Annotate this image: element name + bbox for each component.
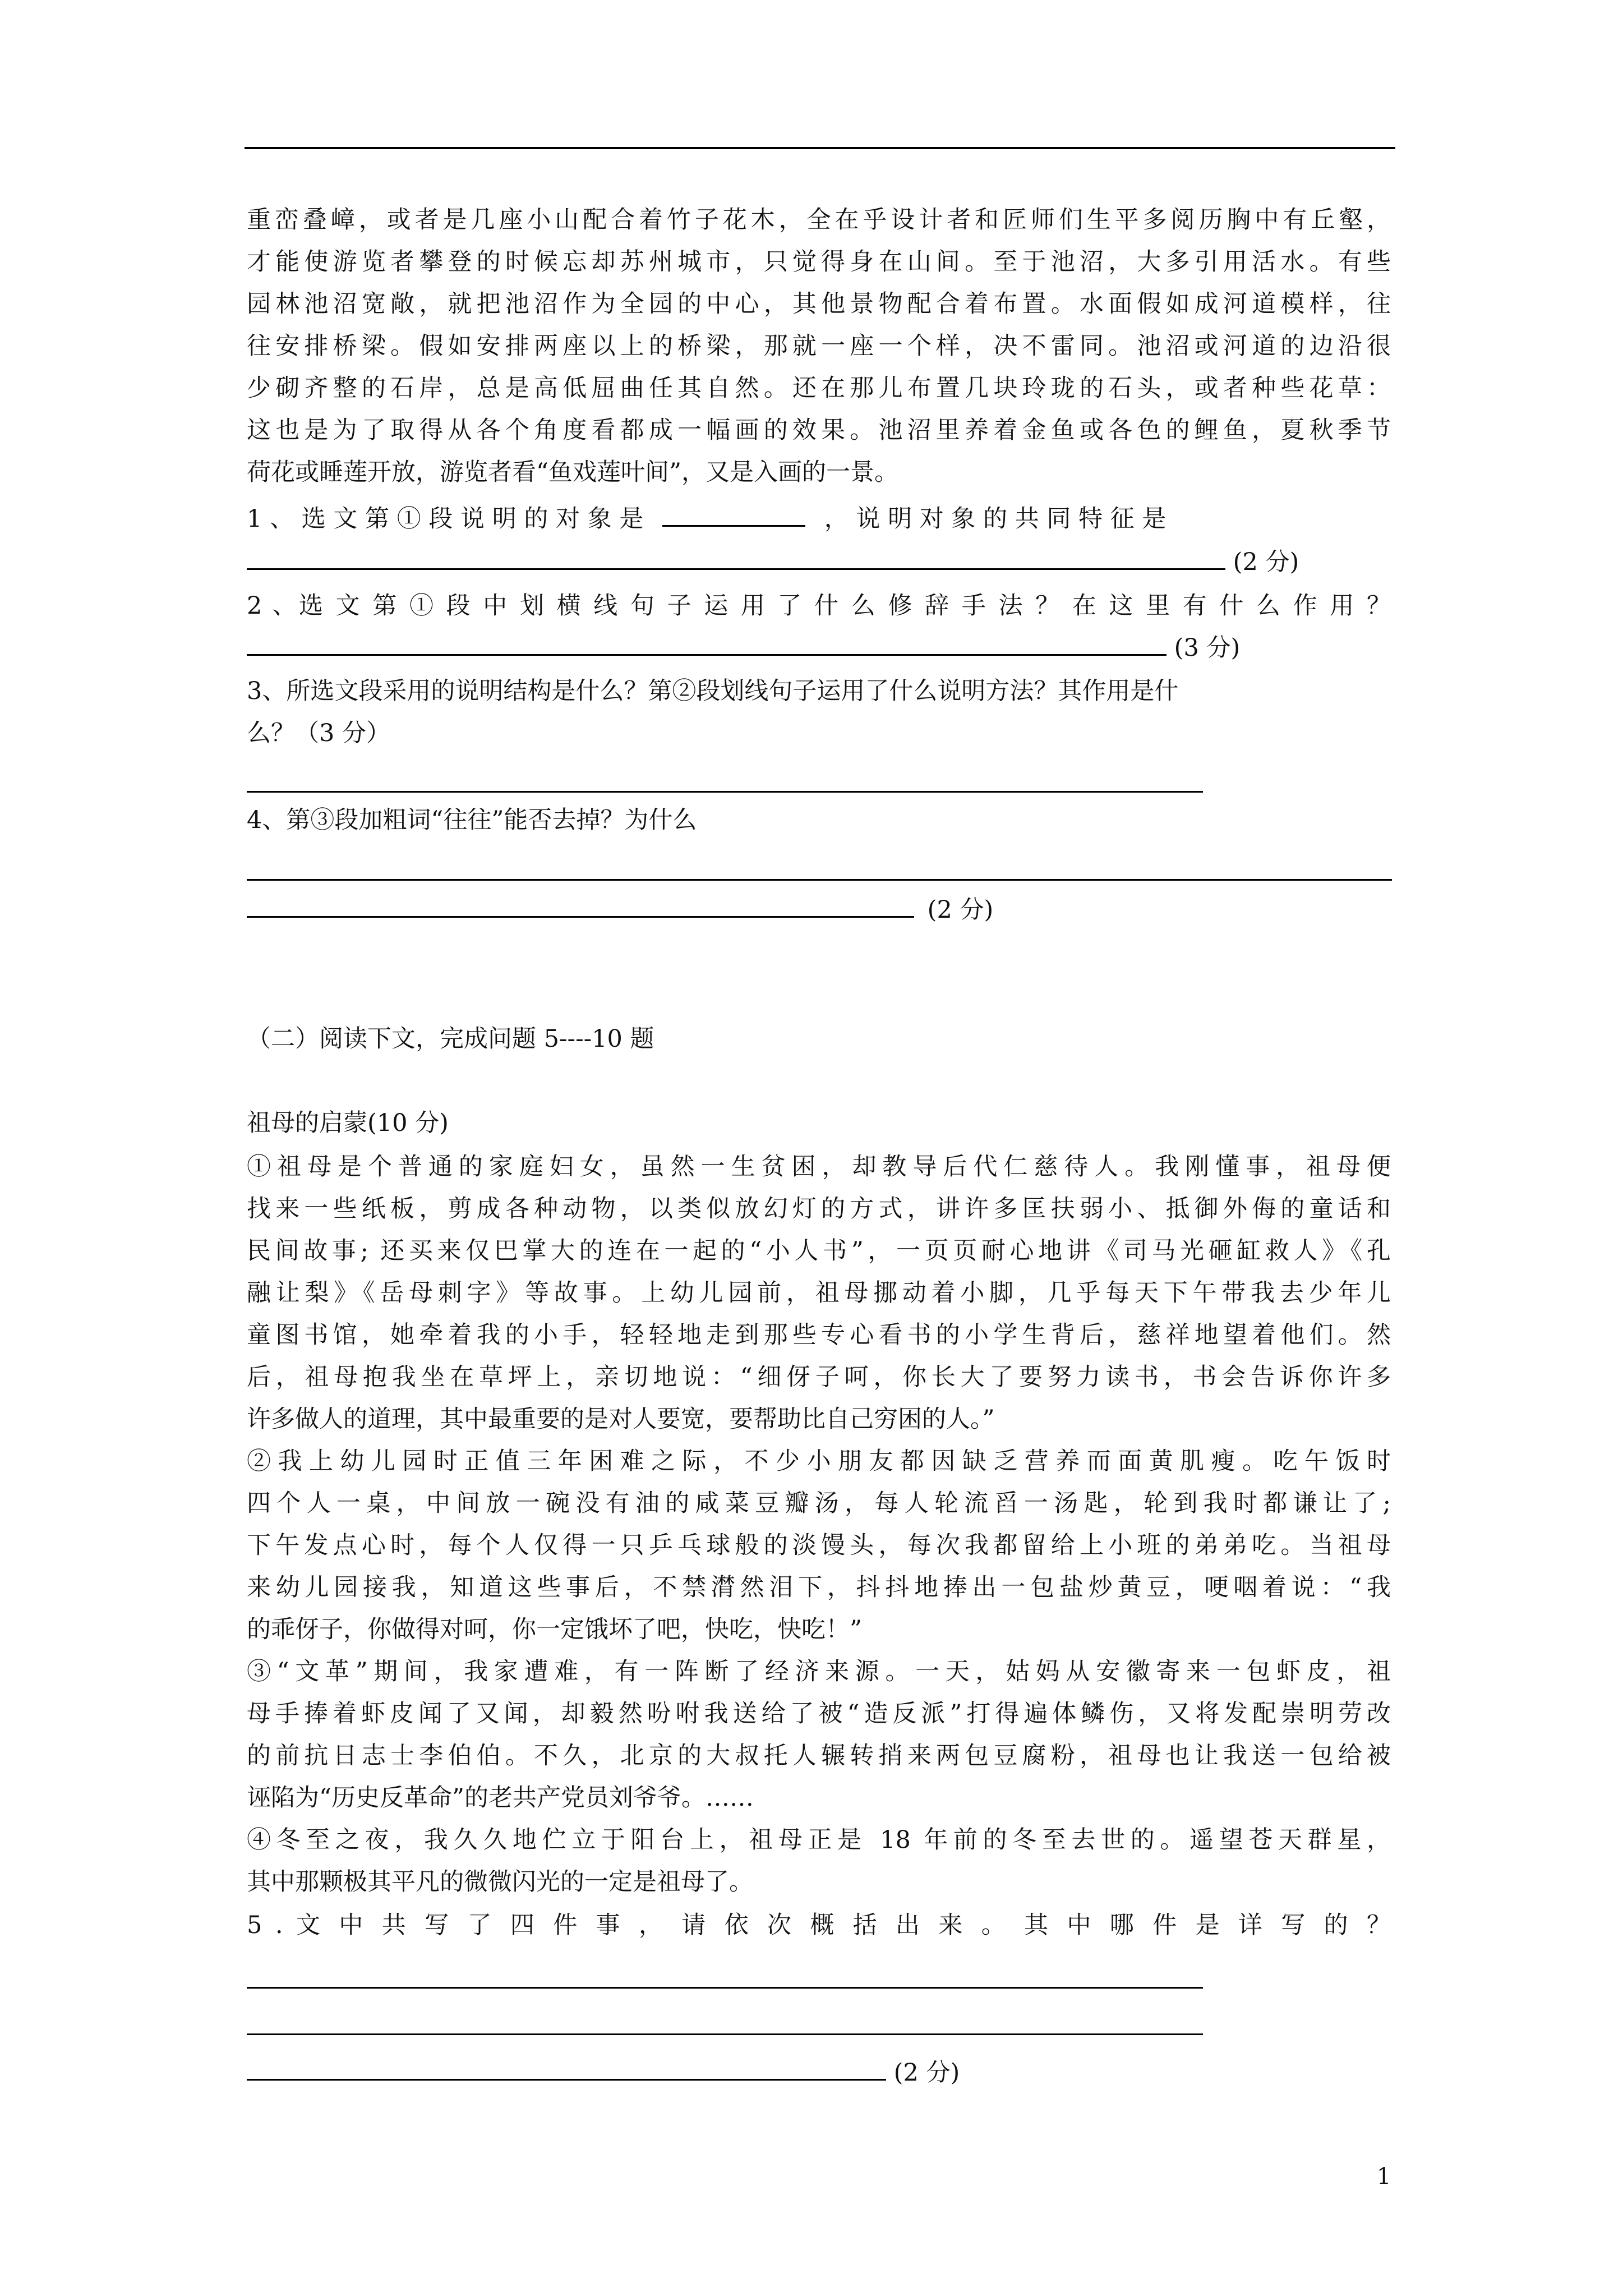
article-line-16: 诬陷为“历史反革命”的老共产党员刘爷爷。…… bbox=[247, 1784, 754, 1812]
question-2-answer-blank[interactable] bbox=[247, 629, 1166, 656]
question-5: 5 . 文 中 共 写 了 四 件 事 ， 请 依 次 概 括 出 来 。 其 中 哪 件 是 详 写 的 ？ bbox=[247, 1911, 1391, 1939]
header-rule bbox=[245, 147, 1395, 149]
article-line-1: ①祖母是个普通的家庭妇女，虽然一生贫困，却教导后代仁慈待人。我刚懂事，祖母便 bbox=[247, 1153, 1391, 1181]
question-4-score: (2 分) bbox=[927, 896, 994, 924]
article-line-14: 母手捧着虾皮闻了又闻，却毅然吩咐我送给了被“造反派”打得遍体鳞伤，又将发配崇明劳改 bbox=[247, 1700, 1391, 1728]
article-line-5: 童图书馆，她牵着我的小手，轻轻地走到那些专心看书的小学生背后，慈祥地望着他们。然 bbox=[247, 1321, 1391, 1349]
question-5-answer-line-3 bbox=[247, 2052, 960, 2094]
article-line-17: ④冬至之夜，我久久地伫立于阳台上，祖母正是 18 年前的冬至去世的。遥望苍天群星， bbox=[247, 1826, 1391, 1854]
article-line-2: 找来一些纸板，剪成各种动物，以类似放幻灯的方式，讲许多匡扶弱小、抵御外侮的童话和 bbox=[247, 1195, 1391, 1223]
passage1-line-6: 这也是为了取得从各个角度看都成一幅画的效果。池沼里养着金鱼或各色的鲤鱼，夏秋季节 bbox=[247, 416, 1391, 444]
question-4-answer-line-2 bbox=[247, 889, 993, 931]
question-2: 2 、选 文 第 ① 段 中 划 横 线 句 子 运 用 了 什 么 修 辞 手 法 ？ 在 这 里 有 什 么 作 用 ？ bbox=[247, 592, 1391, 620]
question-5-answer-blank-2[interactable] bbox=[247, 2033, 1203, 2035]
passage1-line-3: 园林池沼宽敞，就把池沼作为全园的中心，其他景物配合着布置。水面假如成河道模样，往 bbox=[247, 290, 1391, 318]
question-1-text-a: 1 、 选 文 第 ① 段 说 明 的 对 象 是 bbox=[247, 505, 644, 533]
question-1-score: (2 分) bbox=[1233, 548, 1299, 576]
article-line-9: 四个人一桌，中间放一碗没有油的咸菜豆瓣汤，每人轮流舀一汤匙，轮到我时都谦让了; bbox=[247, 1489, 1391, 1517]
question-4-answer-blank-2[interactable] bbox=[247, 891, 914, 918]
question-3-answer-blank[interactable] bbox=[247, 791, 1203, 793]
passage1-line-5: 少砌齐整的石岸，总是高低屈曲任其自然。还在那儿布置几块玲珑的石头，或者种些花草： bbox=[247, 374, 1391, 402]
passage1-line-7: 荷花或睡莲开放，游览者看“鱼戏莲叶间”，又是入画的一景。 bbox=[247, 458, 898, 486]
question-5-score: (2 分) bbox=[893, 2059, 960, 2087]
question-1-text-b: ， 说 明 对 象 的 共 同 特 征 是 bbox=[824, 505, 1166, 533]
passage1-line-2: 才能使游览者攀登的时候忘却苏州城市，只觉得身在山间。至于池沼，大多引用活水。有些 bbox=[247, 248, 1391, 276]
article-line-10: 下午发点心时，每个人仅得一只乒乓球般的淡馒头，每次我都留给上小班的弟弟吃。当祖母 bbox=[247, 1531, 1391, 1559]
article-line-18: 其中那颗极其平凡的微微闪光的一定是祖母了。 bbox=[247, 1868, 753, 1896]
article-line-15: 的前抗日志士李伯伯。不久，北京的大叔托人辗转捎来两包豆腐粉，祖母也让我送一包给被 bbox=[247, 1742, 1391, 1770]
question-2-score: (3 分) bbox=[1174, 634, 1241, 662]
question-3-line-2: 么？（3 分） bbox=[247, 719, 391, 747]
passage1-line-4: 往安排桥梁。假如安排两座以上的桥梁，那就一座一个样，决不雷同。池沼或河道的边沿很 bbox=[247, 332, 1391, 360]
question-1 bbox=[247, 498, 1391, 540]
question-1-answer-blank-object[interactable] bbox=[662, 500, 805, 527]
question-3-line-1: 3、所选文段采用的说明结构是什么？第②段划线句子运用了什么说明方法？其作用是什 bbox=[247, 677, 1179, 705]
article-line-6: 后，祖母抱我坐在草坪上，亲切地说：“细伢子呵，你长大了要努力读书，书会告诉你许多 bbox=[247, 1363, 1391, 1391]
article-line-13: ③“文革”期间，我家遭难，有一阵断了经济来源。一天，姑妈从安徽寄来一包虾皮，祖 bbox=[247, 1658, 1391, 1686]
article-line-11: 来幼儿园接我，知道这些事后，不禁潸然泪下，抖抖地捧出一包盐炒黄豆，哽咽着说：“我 bbox=[247, 1573, 1391, 1602]
question-2-answer-line bbox=[247, 627, 1240, 669]
article-line-8: ②我上幼儿园时正值三年困难之际，不少小朋友都因缺乏营养而面黄肌瘦。吃午饭时 bbox=[247, 1447, 1391, 1475]
article-line-4: 融让梨》《岳母刺字》等故事。上幼儿园前，祖母挪动着小脚，几乎每天下午带我去少年儿 bbox=[247, 1279, 1391, 1307]
article-line-7: 许多做人的道理，其中最重要的是对人要宽，要帮助比自己穷困的人。” bbox=[247, 1405, 995, 1433]
page-number: 1 bbox=[1377, 2164, 1391, 2189]
question-4: 4、第③段加粗词“往往”能否去掉？为什么 bbox=[247, 806, 697, 834]
section-2-heading: （二）阅读下文，完成问题 5----10 题 bbox=[247, 1025, 654, 1053]
question-5-answer-blank-3[interactable] bbox=[247, 2054, 886, 2081]
article-line-12: 的乖伢子，你做得对呵，你一定饿坏了吧，快吃，快吃！” bbox=[247, 1616, 862, 1644]
question-4-answer-blank-1[interactable] bbox=[247, 879, 1392, 881]
passage1-line-1: 重峦叠嶂，或者是几座小山配合着竹子花木，全在乎设计者和匠师们生平多阅历胸中有丘壑， bbox=[247, 206, 1391, 234]
question-1-answer-line bbox=[247, 541, 1299, 583]
question-5-answer-blank-1[interactable] bbox=[247, 1987, 1203, 1989]
article-line-3: 民间故事; 还买来仅巴掌大的连在一起的“小人书”，一页页耐心地讲《司马光砸缸救人》《孔 bbox=[247, 1237, 1391, 1265]
article-title: 祖母的启蒙(10 分) bbox=[247, 1109, 449, 1137]
question-1-answer-blank-feature[interactable] bbox=[247, 544, 1225, 570]
